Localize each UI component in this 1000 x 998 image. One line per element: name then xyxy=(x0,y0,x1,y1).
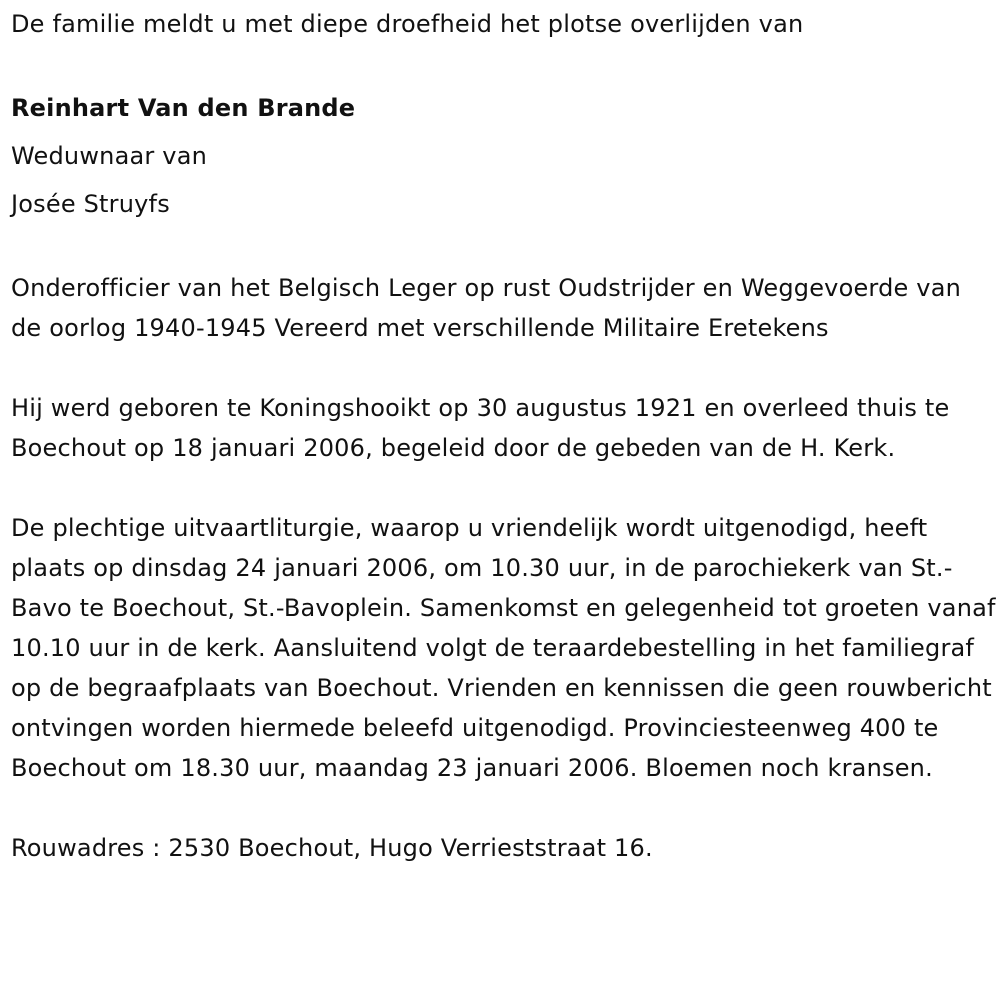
birth-death-text: Hij werd geboren te Koningshooikt op 30 augustus 1921 en overleed thuis te Boechout op 18 januari 2006, begeleid door de gebeden van de H. Kerk. xyxy=(11,394,950,462)
spouse-name: Josée Struyfs xyxy=(11,190,170,218)
mourning-address: Rouwadres : 2530 Boechout, Hugo Verrieststraat 16. xyxy=(11,834,653,862)
spacer xyxy=(11,44,1000,84)
career-text: Onderofficier van het Belgisch Leger op rust Oudstrijder en Weggevoerde van de oorlog 1940-1945 Vereerd met verschillende Militaire Eretekens xyxy=(11,274,962,342)
funeral-text: De plechtige uitvaartliturgie, waarop u vriendelijk wordt uitgenodigd, heeft plaats op dinsdag 24 januari 2006, om 10.30 uur, in de parochiekerk van St.-Bavo te Boechout, St.-Bavoplein. Samenkomst en gelegenheid tot groeten vanaf 10.10 uur in de kerk. Aansluitend volgt de teraardebestelling in het familiegraf op de begraafplaats van Boechout. Vrienden en kennissen die geen rouwbericht ontvingen worden hiermede beleefd uitgenodigd. Provinciesteenweg 400 te Boechout om 18.30 uur, maandag 23 januari 2006. Bloemen noch kransen. xyxy=(11,514,996,782)
spacer xyxy=(11,228,1000,268)
intro-text: De familie meldt u met diepe droefheid het plotse overlijden van xyxy=(11,10,804,38)
deceased-name: Reinhart Van den Brande xyxy=(11,94,356,122)
spacer xyxy=(11,348,1000,388)
spacer xyxy=(11,468,1000,508)
relation-label: Weduwnaar van xyxy=(11,142,208,170)
spacer xyxy=(11,788,1000,828)
